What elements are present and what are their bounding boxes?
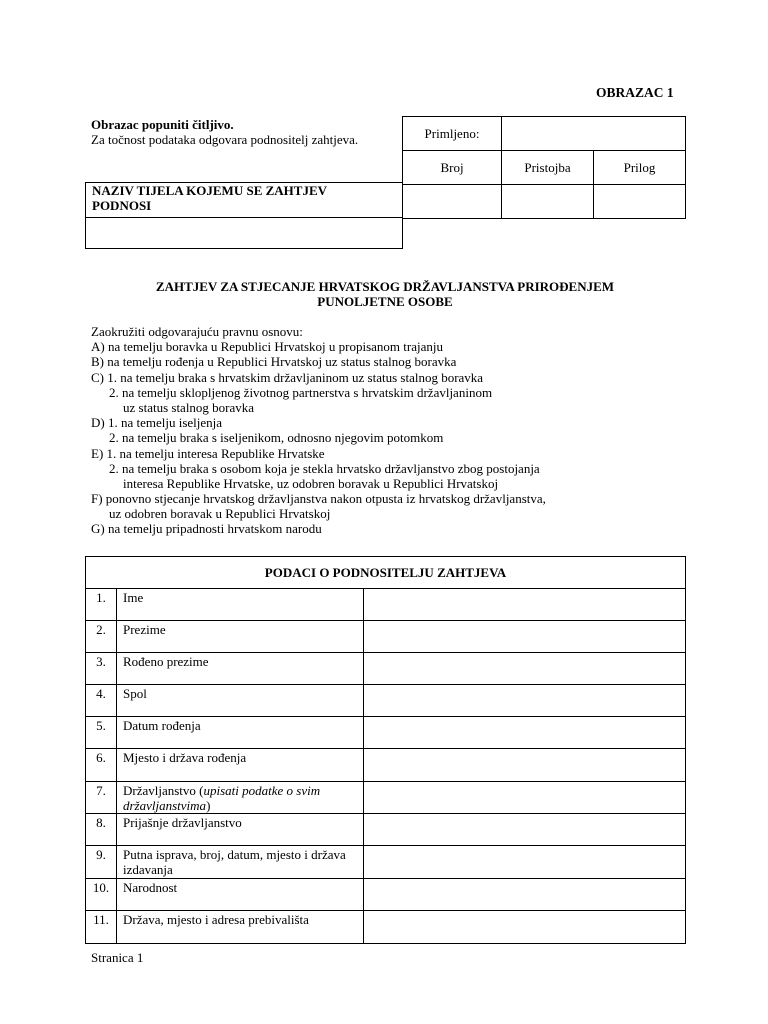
number-label: Broj — [403, 151, 502, 185]
citizenship-label-end: ) — [206, 798, 211, 813]
row-number: 7. — [86, 782, 117, 814]
date-of-birth-field[interactable] — [364, 717, 686, 749]
field-label-first-name: Ime — [117, 589, 364, 621]
field-label-travel-document: Putna isprava, broj, datum, mjesto i država izdavanja — [117, 846, 364, 879]
residence-address-field[interactable] — [364, 911, 686, 944]
citizenship-label-note: upisati podatke o svim državljanstvima — [123, 783, 321, 813]
applicant-data-table — [85, 556, 686, 944]
legal-basis-continuation: interesa Republike Hrvatske, uz odobren boravak u Republici Hrvatskoj — [123, 475, 499, 491]
received-field[interactable] — [502, 117, 686, 151]
nationality-field[interactable] — [364, 879, 686, 911]
field-label-citizenship — [117, 782, 364, 814]
instruction-accuracy: Za točnost podataka odgovara podnositelj zahtjeva. — [91, 132, 359, 147]
row-number: 6. — [86, 749, 117, 782]
place-of-birth-field[interactable] — [364, 749, 686, 782]
field-label-nationality: Narodnost — [117, 879, 364, 911]
legal-basis-option[interactable]: F) ponovno stjecanje hrvatskog državljanstva nakon otpusta iz hrvatskog državljanstva, — [91, 491, 546, 507]
citizenship-label-text: Državljanstvo ( — [123, 783, 204, 798]
applicant-section-title: PODACI O PODNOSITELJU ZAHTJEVA — [86, 557, 686, 589]
row-number: 1. — [86, 589, 117, 621]
instruction-legibly: Obrazac popuniti čitljivo. — [91, 117, 234, 132]
legal-basis-list — [91, 324, 546, 537]
row-number: 9. — [86, 846, 117, 879]
fee-field[interactable] — [502, 185, 594, 219]
legal-basis-option[interactable]: 2. na temelju braka s iseljenikom, odnosno njegovim potomkom — [109, 430, 444, 446]
citizenship-field[interactable] — [364, 782, 686, 814]
attachment-label: Prilog — [594, 151, 686, 185]
field-label-date-of-birth: Datum rođenja — [117, 717, 364, 749]
row-number: 11. — [86, 911, 117, 944]
legal-basis-option[interactable]: A) na temelju boravka u Republici Hrvatskoj u propisanom trajanju — [91, 339, 443, 355]
field-label-surname: Prezime — [117, 621, 364, 653]
birth-surname-field[interactable] — [364, 653, 686, 685]
form-title-line1: ZAHTJEV ZA STJECANJE HRVATSKOG DRŽAVLJANSTVA PRIROĐENJEM — [155, 279, 615, 294]
legal-basis-continuation: uz status stalnog boravka — [123, 399, 255, 415]
legal-basis-option[interactable]: C) 1. na temelju braka s hrvatskim državljaninom uz status stalnog boravka — [91, 369, 484, 385]
legal-basis-intro: Zaokružiti odgovarajuću pravnu osnovu: — [91, 324, 303, 339]
authority-label-line1: NAZIV TIJELA KOJEMU SE ZAHTJEV — [92, 183, 328, 198]
field-label-sex: Spol — [117, 685, 364, 717]
form-title-line2: PUNOLJETNE OSOBE — [317, 294, 453, 309]
field-label-place-of-birth: Mjesto i država rođenja — [117, 749, 364, 782]
form-title — [100, 279, 670, 309]
page-number: Stranica 1 — [91, 950, 144, 965]
field-label-previous-citizenship: Prijašnje državljanstvo — [117, 814, 364, 846]
received-label: Primljeno: — [403, 117, 502, 151]
number-field[interactable] — [403, 185, 502, 219]
legal-basis-option[interactable]: G) na temelju pripadnosti hrvatskom narodu — [91, 521, 322, 537]
legal-basis-option[interactable]: B) na temelju rođenja u Republici Hrvatskoj uz status stalnog boravka — [91, 354, 457, 370]
legal-basis-continuation: uz odobren boravak u Republici Hrvatskoj — [109, 506, 331, 522]
field-label-birth-surname: Rođeno prezime — [117, 653, 364, 685]
row-number: 4. — [86, 685, 117, 717]
surname-field[interactable] — [364, 621, 686, 653]
attachment-field[interactable] — [594, 185, 686, 219]
previous-citizenship-field[interactable] — [364, 814, 686, 846]
first-name-field[interactable] — [364, 589, 686, 621]
legal-basis-option[interactable]: 2. na temelju braka s osobom koja je stekla hrvatsko državljanstvo zbog postojanja — [109, 460, 540, 476]
field-label-residence-address: Država, mjesto i adresa prebivališta — [117, 911, 364, 944]
fee-label: Pristojba — [502, 151, 594, 185]
row-number: 10. — [86, 879, 117, 911]
legal-basis-option[interactable]: D) 1. na temelju iseljenja — [91, 415, 223, 431]
row-number: 3. — [86, 653, 117, 685]
legal-basis-option[interactable]: E) 1. na temelju interesa Republike Hrvatske — [91, 445, 325, 461]
row-number: 2. — [86, 621, 117, 653]
authority-name-field[interactable] — [86, 218, 403, 249]
authority-label-line2: PODNOSI — [92, 198, 152, 213]
row-number: 5. — [86, 717, 117, 749]
form-code: OBRAZAC 1 — [596, 85, 674, 100]
travel-document-field[interactable] — [364, 846, 686, 879]
legal-basis-option[interactable]: 2. na temelju sklopljenog životnog partnerstva s hrvatskim državljaninom — [109, 384, 493, 400]
instructions — [91, 117, 358, 147]
receipt-table — [402, 116, 686, 219]
row-number: 8. — [86, 814, 117, 846]
sex-field[interactable] — [364, 685, 686, 717]
authority-label — [86, 183, 403, 218]
authority-table — [85, 182, 403, 249]
